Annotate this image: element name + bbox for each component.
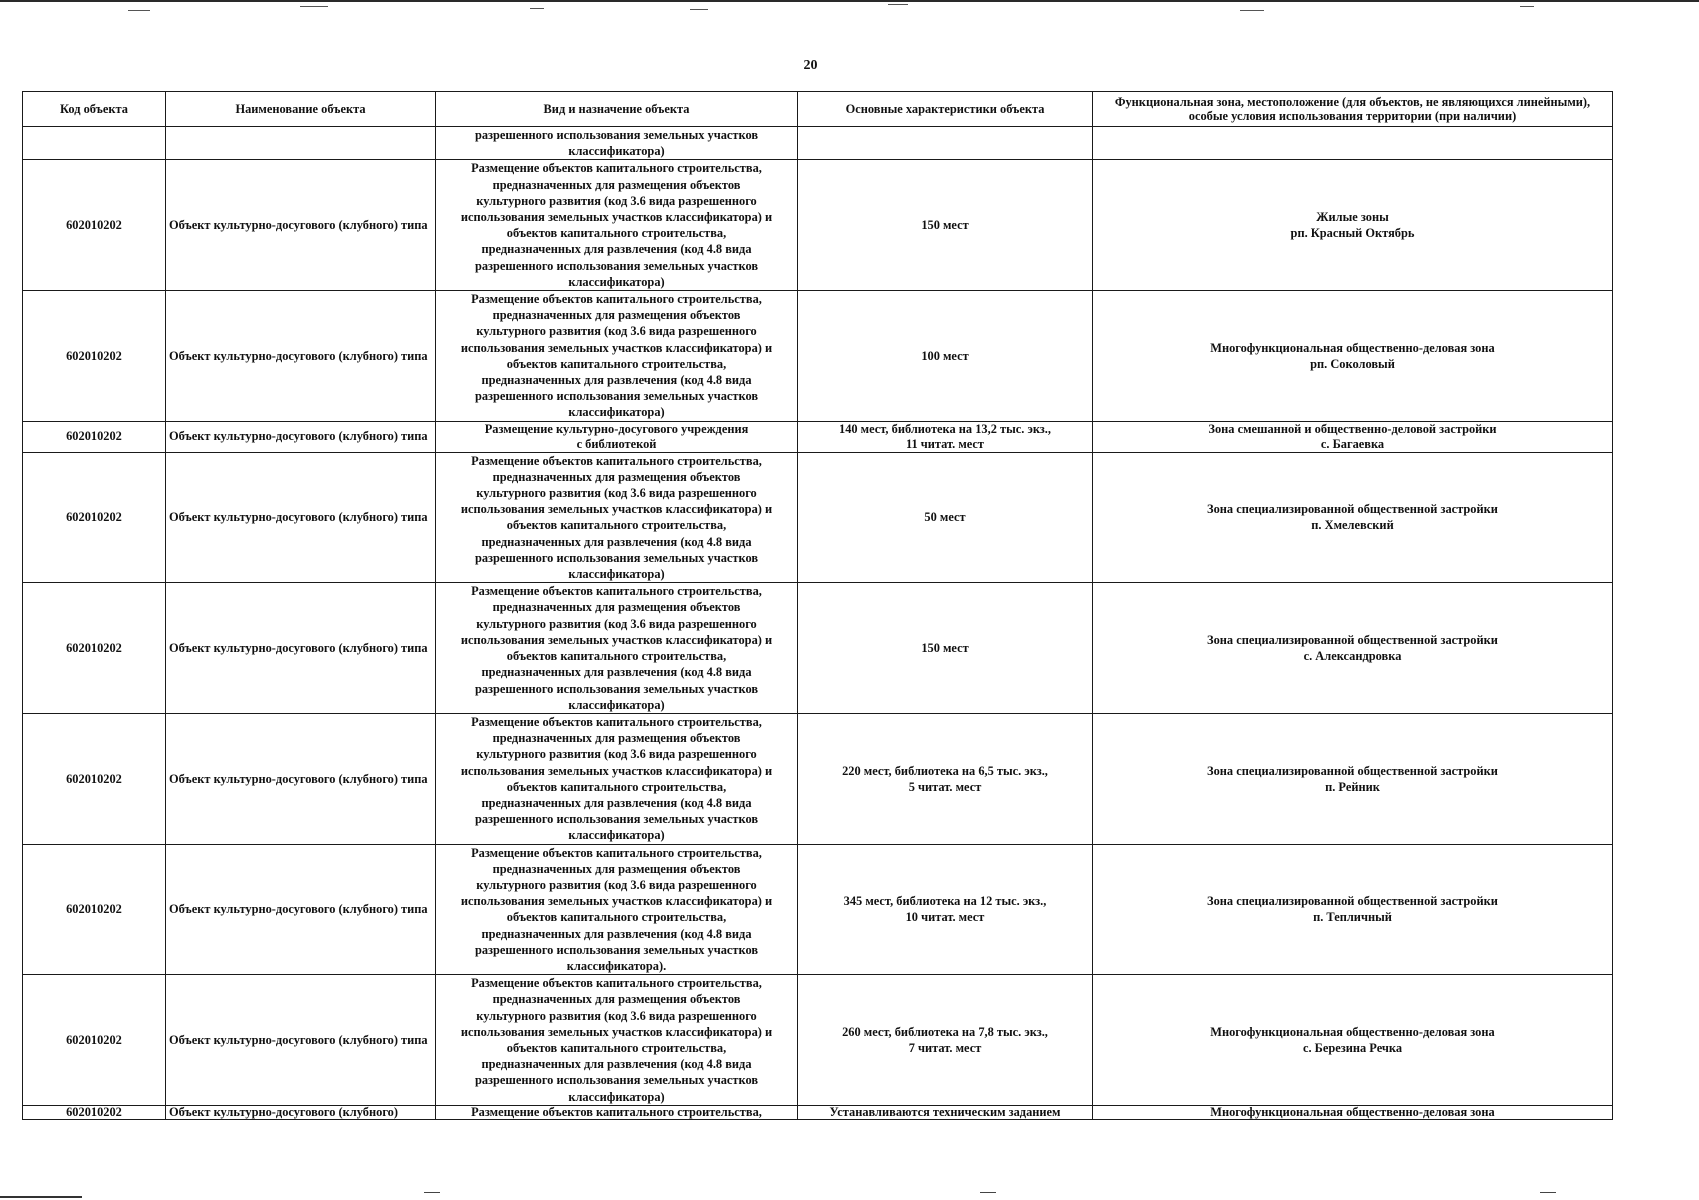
cell-purpose-line: предназначенных для развлечения (код 4.8 вида: [481, 665, 752, 680]
objects-table: [22, 91, 1613, 1120]
cell-name: Объект культурно-досугового (клубного) типа: [166, 975, 436, 1106]
table-row-continued: [23, 127, 1613, 160]
cell-characteristics-line: 150 мест: [921, 640, 969, 655]
cell-name: Объект культурно-досугового (клубного) типа: [166, 421, 436, 452]
cell-purpose-line: классификатора): [568, 697, 665, 712]
cell-zone-line: рп. Красный Октябрь: [1290, 226, 1415, 241]
cell-name: Объект культурно-досугового (клубного) типа: [166, 583, 436, 714]
cell-code: 602010202: [23, 583, 166, 714]
cell-purpose-line: предназначенных для развлечения (код 4.8 вида: [481, 242, 752, 257]
cell-name: Объект культурно-досугового (клубного) типа: [166, 452, 436, 583]
cell-purpose-line: разрешенного использования земельных участков: [474, 258, 759, 273]
cell-purpose-line: культурного развития (код 3.6 вида разрешенного: [476, 193, 757, 208]
cell-purpose-line: использования земельных участков классификатора) и: [460, 340, 773, 355]
cell-purpose-line: предназначенных для размещения объектов: [492, 731, 741, 746]
cell-purpose-line: культурного развития (код 3.6 вида разрешенного: [476, 747, 757, 762]
cell-characteristics: [798, 160, 1093, 291]
cell-zone-line: Многофункциональная общественно-деловая зона: [1210, 1024, 1495, 1039]
cell-zone: [1093, 160, 1613, 291]
cell-purpose-line: культурного развития (код 3.6 вида разрешенного: [476, 616, 757, 631]
cell-characteristics-line: 220 мест, библиотека на 6,5 тыс. экз.,: [842, 763, 1048, 778]
cell-purpose-line: предназначенных для развлечения (код 4.8 вида: [481, 926, 752, 941]
cell-purpose-line: использования земельных участков классификатора) и: [460, 632, 773, 647]
header-purpose: Вид и назначение объекта: [436, 92, 798, 127]
cell-purpose-line: объектов капитального строительства,: [506, 356, 727, 371]
cell-zone-line: Зона специализированной общественной застройки: [1207, 894, 1498, 909]
page-number: 20: [803, 58, 818, 73]
cell-purpose-line: использования земельных участков классификатора) и: [460, 894, 773, 909]
cell-zone-line: с. Багаевка: [1320, 436, 1385, 451]
cell-name: Объект культурно-досугового (клубного) типа: [166, 713, 436, 844]
cell-purpose-line: классификатора): [568, 274, 665, 289]
cell-purpose-line: Размещение объектов капитального строительства,: [471, 845, 762, 860]
cell-purpose-line: использования земельных участков классификатора) и: [460, 210, 773, 225]
cell-purpose-line: классификатора): [568, 1089, 665, 1104]
header-zone: Функциональная зона, местоположение (для объектов, не являющихся линейными), особые условия использования территории (при наличии): [1093, 92, 1613, 127]
cell-purpose-line: разрешенного использования земельных участков: [474, 1073, 759, 1088]
cell-characteristics: [798, 452, 1093, 583]
cell-purpose: [436, 713, 798, 844]
cell-purpose: [436, 452, 798, 583]
cell-purpose-line: предназначенных для развлечения (код 4.8 вида: [481, 373, 752, 388]
cell-purpose: Размещение объектов капитального строительства,: [436, 1105, 798, 1119]
cell-purpose-line: использования земельных участков классификатора) и: [460, 1024, 773, 1039]
cell-zone: [1093, 713, 1613, 844]
cell-name: Объект культурно-досугового (клубного) типа: [166, 291, 436, 422]
cell-zone-line: рп. Соколовый: [1310, 356, 1395, 371]
cell-characteristics: [798, 291, 1093, 422]
cell-code: 602010202: [23, 160, 166, 291]
cell-code: 602010202: [23, 1105, 166, 1119]
cell-purpose-line: Размещение объектов капитального строительства,: [471, 584, 762, 599]
cell-characteristics-line: 10 читат. мест: [905, 910, 985, 925]
cell-zone: [1093, 127, 1613, 160]
cell-purpose-line: предназначенных для размещения объектов: [492, 308, 741, 323]
cell-code: 602010202: [23, 713, 166, 844]
cell-purpose-line: объектов капитального строительства,: [506, 226, 727, 241]
cell-name: Объект культурно-досугового (клубного) типа: [166, 160, 436, 291]
cell-zone-line: с. Александровка: [1303, 649, 1402, 664]
cell-purpose-line: предназначенных для размещения объектов: [492, 469, 741, 484]
cell-purpose-line: предназначенных для размещения объектов: [492, 992, 741, 1007]
table-row: [23, 583, 1613, 714]
cell-purpose-line: предназначенных для размещения объектов: [492, 861, 741, 876]
cell-purpose-line: Размещение объектов капитального строительства,: [471, 453, 762, 468]
cell-zone: Многофункциональная общественно-деловая зона: [1093, 1105, 1613, 1119]
cell-zone-line: Зона специализированной общественной застройки: [1207, 763, 1498, 778]
cell-zone-line: Многофункциональная общественно-деловая зона: [1210, 340, 1495, 355]
cell-purpose-line: Размещение объектов капитального строительства,: [471, 161, 762, 176]
cell-zone: [1093, 583, 1613, 714]
cell-purpose-line: Размещение объектов капитального строительства,: [471, 714, 762, 729]
cell-code: 602010202: [23, 975, 166, 1106]
cell-purpose-line: классификатора): [568, 144, 665, 159]
cell-purpose-line: использования земельных участков классификатора) и: [460, 502, 773, 517]
cell-name: Объект культурно-досугового (клубного): [166, 1105, 436, 1119]
cell-zone-line: с. Березина Речка: [1302, 1040, 1403, 1055]
cell-characteristics: [798, 713, 1093, 844]
cell-purpose: [436, 975, 798, 1106]
cell-purpose-line: объектов капитального строительства,: [506, 518, 727, 533]
table-row: [23, 452, 1613, 583]
cell-purpose-line: культурного развития (код 3.6 вида разрешенного: [476, 324, 757, 339]
cell-purpose: [436, 844, 798, 975]
cell-zone: [1093, 421, 1613, 452]
table-header-row: [23, 92, 1613, 127]
header-code: Код объекта: [23, 92, 166, 127]
table-row: [23, 844, 1613, 975]
cell-purpose-line: культурного развития (код 3.6 вида разрешенного: [476, 877, 757, 892]
cell-characteristics-line: 5 читат. мест: [908, 779, 982, 794]
cell-zone: [1093, 844, 1613, 975]
cell-zone-line: Зона смешанной и общественно-деловой застройки: [1208, 421, 1497, 436]
header-name: Наименование объекта: [166, 92, 436, 127]
cell-zone-line: п. Хмелевский: [1311, 518, 1394, 533]
cell-zone-line: п. Тепличный: [1313, 910, 1392, 925]
cell-code: 602010202: [23, 291, 166, 422]
cell-characteristics: [798, 583, 1093, 714]
table-row: [23, 975, 1613, 1106]
cell-code: 602010202: [23, 844, 166, 975]
cell-purpose-line: классификатора).: [566, 958, 667, 973]
cell-purpose-line: предназначенных для развлечения (код 4.8 вида: [481, 534, 752, 549]
table-row-truncated: [23, 1105, 1613, 1119]
cell-purpose: [436, 127, 798, 160]
scan-bottom-rule: [0, 1196, 82, 1198]
cell-characteristics: [798, 975, 1093, 1106]
cell-purpose-line: предназначенных для развлечения (код 4.8 вида: [481, 795, 752, 810]
cell-purpose-line: классификатора): [568, 405, 665, 420]
cell-characteristics-line: 140 мест, библиотека на 13,2 тыс. экз.,: [839, 421, 1051, 436]
cell-purpose-line: Размещение культурно-досугового учреждения: [484, 421, 749, 436]
cell-purpose: [436, 291, 798, 422]
cell-purpose-line: разрешенного использования земельных участков: [474, 942, 759, 957]
cell-characteristics-line: 11 читат. мест: [905, 436, 985, 451]
cell-characteristics-line: 260 мест, библиотека на 7,8 тыс. экз.,: [842, 1024, 1048, 1039]
cell-characteristics: [798, 127, 1093, 160]
table-row: [23, 160, 1613, 291]
cell-zone-line: п. Рейник: [1325, 779, 1380, 794]
cell-characteristics-line: 150 мест: [921, 218, 969, 233]
cell-characteristics: [798, 844, 1093, 975]
cell-characteristics-line: 7 читат. мест: [908, 1040, 982, 1055]
cell-code: 602010202: [23, 421, 166, 452]
cell-purpose-line: объектов капитального строительства,: [506, 779, 727, 794]
cell-purpose-line: объектов капитального строительства,: [506, 1040, 727, 1055]
cell-purpose: [436, 583, 798, 714]
cell-purpose-line: предназначенных для развлечения (код 4.8 вида: [481, 1057, 752, 1072]
cell-purpose-line: классификатора): [568, 828, 665, 843]
cell-purpose-line: с библиотекой: [576, 436, 657, 451]
scan-top-border: [0, 0, 1699, 2]
cell-purpose-line: Размещение объектов капитального строительства,: [471, 292, 762, 307]
cell-characteristics-line: 100 мест: [921, 348, 969, 363]
cell-zone: [1093, 291, 1613, 422]
cell-zone-line: Жилые зоны: [1316, 210, 1389, 225]
cell-zone-line: Зона специализированной общественной застройки: [1207, 502, 1498, 517]
cell-zone: [1093, 975, 1613, 1106]
cell-purpose: [436, 160, 798, 291]
header-characteristics: Основные характеристики объекта: [798, 92, 1093, 127]
cell-purpose-line: разрешенного использования земельных участков: [474, 550, 759, 565]
table-row: [23, 421, 1613, 452]
cell-zone-line: Зона специализированной общественной застройки: [1207, 632, 1498, 647]
cell-purpose-line: разрешенного использования земельных участков: [474, 128, 759, 142]
cell-purpose-line: культурного развития (код 3.6 вида разрешенного: [476, 1008, 757, 1023]
cell-zone: [1093, 452, 1613, 583]
cell-characteristics: Устанавливаются техническим заданием: [798, 1105, 1093, 1119]
cell-code: [23, 127, 166, 160]
cell-purpose-line: культурного развития (код 3.6 вида разрешенного: [476, 486, 757, 501]
cell-characteristics-line: 50 мест: [924, 510, 966, 525]
cell-purpose-line: разрешенного использования земельных участков: [474, 681, 759, 696]
cell-purpose-line: предназначенных для размещения объектов: [492, 177, 741, 192]
cell-purpose-line: использования земельных участков классификатора) и: [460, 763, 773, 778]
table-row: [23, 291, 1613, 422]
cell-purpose-line: классификатора): [568, 567, 665, 582]
cell-characteristics: [798, 421, 1093, 452]
cell-purpose: [436, 421, 798, 452]
cell-code: 602010202: [23, 452, 166, 583]
cell-purpose-line: объектов капитального строительства,: [506, 910, 727, 925]
cell-purpose-line: разрешенного использования земельных участков: [474, 389, 759, 404]
cell-characteristics-line: 345 мест, библиотека на 12 тыс. экз.,: [843, 894, 1047, 909]
cell-purpose-line: Размещение объектов капитального строительства,: [471, 976, 762, 991]
cell-name: [166, 127, 436, 160]
cell-purpose-line: объектов капитального строительства,: [506, 649, 727, 664]
cell-purpose-line: разрешенного использования земельных участков: [474, 812, 759, 827]
table-row: [23, 713, 1613, 844]
cell-name: Объект культурно-досугового (клубного) типа: [166, 844, 436, 975]
cell-purpose-line: предназначенных для размещения объектов: [492, 600, 741, 615]
